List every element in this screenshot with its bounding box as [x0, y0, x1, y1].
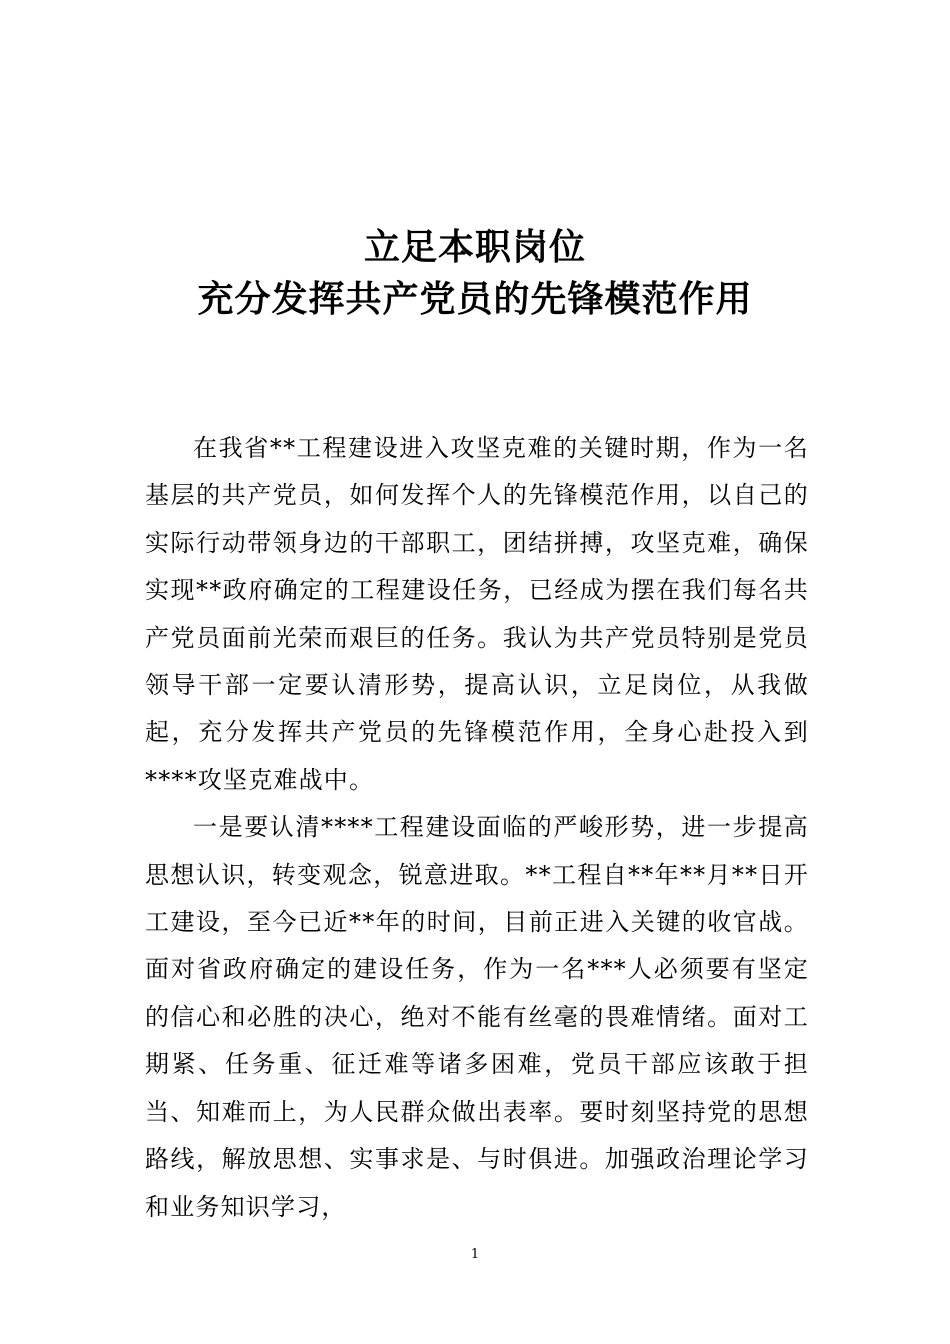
page-number: 1 [470, 1247, 480, 1262]
title-line-1: 立足本职岗位 [363, 227, 586, 268]
document-body [145, 425, 809, 1231]
document-title [0, 222, 950, 326]
paragraph-2: 一是要认清****工程建设面临的严峻形势，进一步提高思想认识，转变观念，锐意进取。**工程自**年**月**日开工建设，至今已近**年的时间，目前正进入关键的收官战。面对省政府确定的建设任务，作为一名***人必须要有坚定的信心和必胜的决心，绝对不能有丝毫的畏难情绪。面对工期紧、任务重、征迁难等诸多困难，党员干部应该敢于担当、知难而上，为人民群众做出表率。要时刻坚持党的思想路线，解放思想、实事求是、与时俱进。加强政治理论学习和业务知识学习， [145, 813, 809, 1221]
paragraph-1: 在我省**工程建设进入攻坚克难的关键时期，作为一名基层的共产党员，如何发挥个人的先锋模范作用，以自己的实际行动带领身边的干部职工，团结拼搏，攻坚克难，确保实现**政府确定的工程建设任务，已经成为摆在我们每名共产党员面前光荣而艰巨的任务。我认为共产党员特别是党员领导干部一定要认清形势，提高认识，立足岗位，从我做起，充分发挥共产党员的先锋模范作用，全身心赴投入到****攻坚克难战中。 [145, 434, 809, 794]
title-line-2: 充分发挥共产党员的先锋模范作用 [197, 279, 753, 320]
